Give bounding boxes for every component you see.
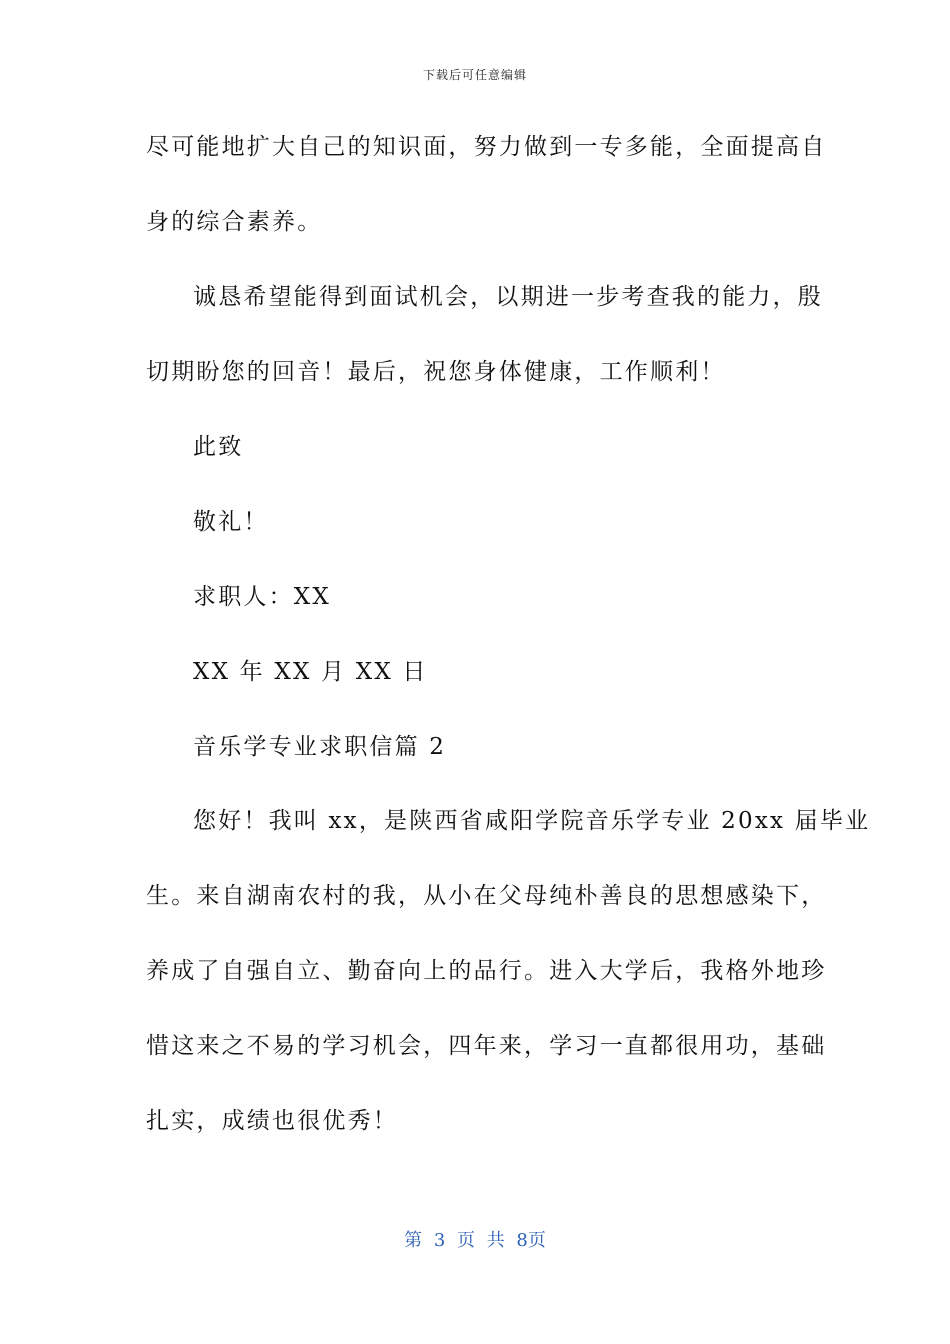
salutation-line: 敬礼！ xyxy=(193,509,269,535)
text-line: 生。来自湖南农村的我，从小在父母纯朴善良的思想感染下， xyxy=(146,883,827,909)
text-line: 诚恳希望能得到面试机会，以期进一步考查我的能力，殷 xyxy=(193,284,823,310)
salutation-line: 此致 xyxy=(193,434,244,460)
page-header: 下载后可任意编辑 xyxy=(422,68,527,82)
page-number-footer: 第 3 页 共 8页 xyxy=(404,1230,546,1251)
text-line: 尽可能地扩大自己的知识面，努力做到一专多能，全面提高自 xyxy=(146,134,827,160)
text-line: 扎实，成绩也很优秀！ xyxy=(146,1108,398,1134)
text-line: 惜这来之不易的学习机会，四年来，学习一直都很用功，基础 xyxy=(146,1033,827,1059)
section-title: 音乐学专业求职信篇 2 xyxy=(193,734,447,760)
date-line: XX 年 XX 月 XX 日 xyxy=(193,659,428,685)
signature-line: 求职人：XX xyxy=(193,584,331,610)
text-line: 您好！我叫 xx，是陕西省咸阳学院音乐学专业 20xx 届毕业 xyxy=(193,808,871,834)
text-line: 切期盼您的回音！最后，祝您身体健康，工作顺利！ xyxy=(146,359,726,385)
text-line: 身的综合素养。 xyxy=(146,209,323,235)
text-line: 养成了自强自立、勤奋向上的品行。进入大学后，我格外地珍 xyxy=(146,958,827,984)
